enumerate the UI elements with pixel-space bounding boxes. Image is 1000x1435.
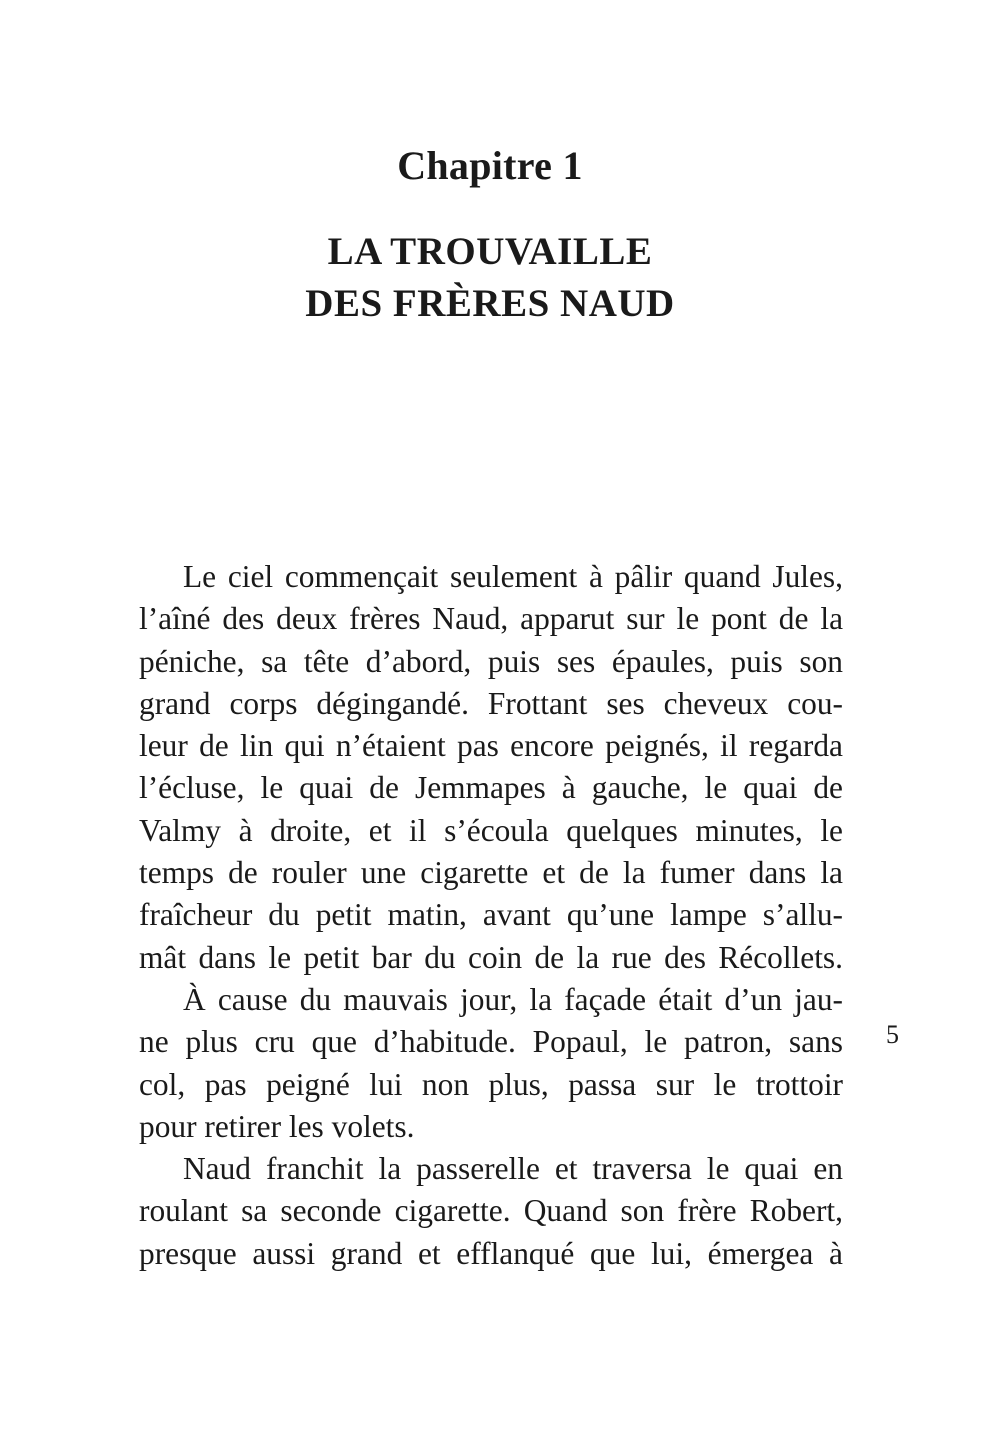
page-number: 5 <box>886 1020 899 1049</box>
paragraph <box>139 1148 843 1275</box>
text-line: fraîcheur du petit matin, avant qu’une lampe s’allu- <box>139 897 843 933</box>
text-line: l’aîné des deux frères Naud, apparut sur le pont de la <box>139 601 843 637</box>
text-line: roulant sa seconde cigarette. Quand son frère Robert, <box>139 1193 843 1229</box>
text-line: col, pas peigné lui non plus, passa sur le trottoir <box>139 1066 843 1102</box>
text-line: presque aussi grand et efflanqué que lui, émergea à <box>139 1235 843 1271</box>
paragraph <box>139 556 843 979</box>
text-line: Le ciel commençait seulement à pâlir quand Jules, <box>183 559 843 594</box>
paragraph <box>139 979 843 1148</box>
text-line: grand corps dégingandé. Frottant ses cheveux cou- <box>139 685 843 721</box>
body-text <box>139 556 843 1275</box>
text-line: Naud franchit la passerelle et traversa le quai en <box>183 1151 843 1187</box>
chapter-title-line: LA TROUVAILLE <box>327 230 653 273</box>
text-line: À cause du mauvais jour, la façade était d’un jau- <box>183 981 843 1017</box>
text-line: mât dans le petit bar du coin de la rue des Récollets. <box>139 939 843 975</box>
chapter-title-line: DES FRÈRES NAUD <box>305 282 675 325</box>
text-line: ne plus cru que d’habitude. Popaul, le patron, sans <box>139 1024 843 1060</box>
text-line: Valmy à droite, et il s’écoula quelques minutes, le <box>139 812 843 848</box>
chapter-number: Chapitre 1 <box>397 143 583 188</box>
text-line: leur de lin qui n’étaient pas encore peignés, il regarda <box>139 728 843 764</box>
text-line: l’écluse, le quai de Jemmapes à gauche, le quai de <box>139 770 843 806</box>
text-line: péniche, sa tête d’abord, puis ses épaules, puis son <box>139 643 843 679</box>
text-line: temps de rouler une cigarette et de la fumer dans la <box>139 855 843 891</box>
text-line: pour retirer les volets. <box>139 1108 415 1144</box>
chapter-title <box>0 226 980 330</box>
